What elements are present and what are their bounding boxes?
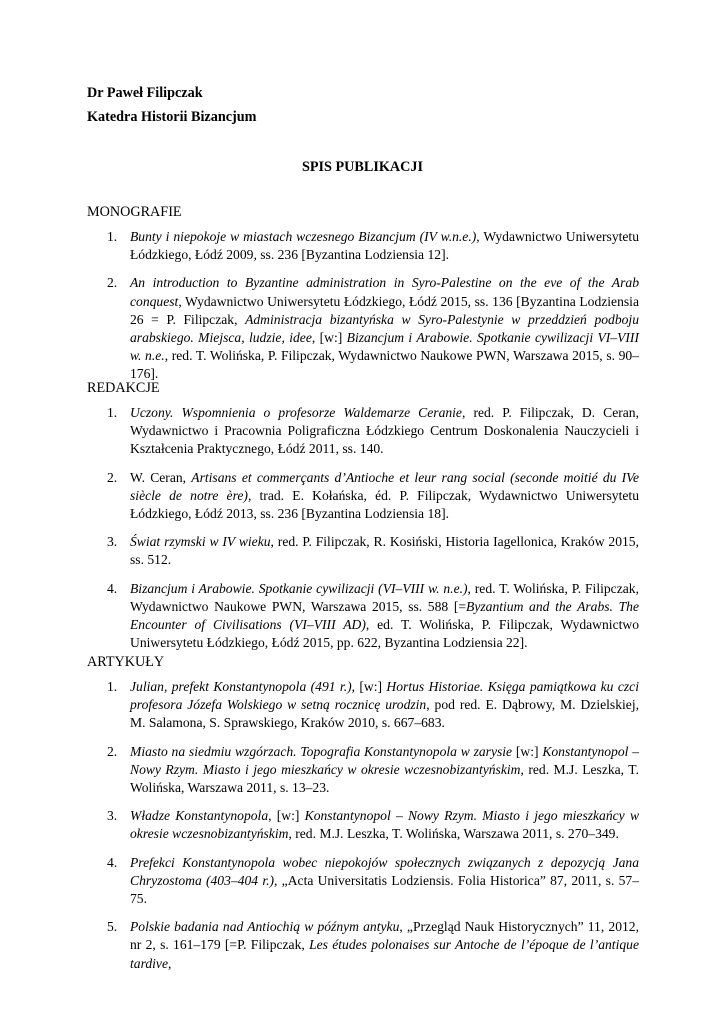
item-citation: Prefekci Konstantynopola wobec niepokojów społecznych związanych z depozycją Jana Chryzostoma (403–404 r.), „Acta Universitatis Lodziensis. Folia Historica” 87, 2011, s. 57–75. [130,854,639,907]
list-item [87,743,639,798]
item-citation: Julian, prefekt Konstantynopola (491 r.), [w:] Hortus Historiae. Księga pamiątkowa ku czci profesora Józefa Wolskiego w setną rocznicę urodzin, pod red. E. Dąbrowy, M. Dzielskiej, M. Salamona, S. Sprawskiego, Kraków 2010, s. 667–683. [130,679,639,731]
list-redakcje [87,404,639,662]
item-citation: Władze Konstantynopola, [w:] Konstantynopol – Nowy Rzym. Miasto i jego mieszkańcy w okresie wczesnobizantyńskim, red. M.J. Leszka, T. Wolińska, Warszawa 2011, s. 270–349. [130,808,640,842]
item-number: 4. [107,854,118,870]
list-item [87,918,639,973]
item-citation: Polskie badania nad Antiochią w późnym antyku, „Przegląd Nauk Historycznych” 11, 2012, nr 2, s. 161–179 [=P. Filipczak, Les études polonaises sur Antoche de l’époque de l’antique tardive, [130,919,639,971]
item-number: 2. [107,743,118,759]
section-heading-artykuly: ARTYKUŁY [87,654,165,670]
item-number: 1. [107,405,118,420]
list-item [87,533,639,569]
item-number: 4. [107,580,118,596]
list-monografie [87,228,639,394]
item-number: 3. [107,534,118,550]
list-artykuly [87,678,639,983]
list-item [87,678,639,733]
list-item [87,854,639,909]
list-item [87,274,639,383]
item-citation: Uczony. Wspomnienia o profesorze Waldemarze Ceranie, red. P. Filipczak, D. Ceran, Wydawnictwo i Pracownia Poligraficzna Łódzkiego Centrum Doskonalenia Nauczycieli i Kształcenia Praktycznego, Łódź 2011, ss. 140. [130,405,639,457]
author-name: Dr Paweł Filipczak [87,85,203,101]
item-number: 2. [107,469,118,485]
list-item [87,807,639,843]
item-citation: Bizancjum i Arabowie. Spotkanie cywilizacji (VI–VIII w. n.e.), red. T. Wolińska, P. Filipczak, Wydawnictwo Naukowe PWN, Warszawa 2015, ss. 588 [=Byzantium and the Arabs. The Encounter of Civilisations (VI–VIII AD), ed. T. Wolińska, P. Filipczak, Wydawnictwo Uniwersytetu Łódzkiego, Łódź 2015, pp. 622, Byzantina Lodziensia 22]. [130,580,639,651]
item-number: 3. [107,808,118,824]
item-citation: W. Ceran, Artisans et commerçants d’Antioche et leur rang social (seconde moitié du IVe siècle de notre ère), trad. E. Kołańska, éd. P. Filipczak, Wydawnictwo Uniwersytetu Łódzkiego, Łódź 2013, ss. 236 [Byzantina Lodziensia 18]. [130,469,640,522]
department-name: Katedra Historii Bizancjum [87,109,257,125]
list-item [87,228,639,264]
item-number: 1. [107,229,118,244]
item-citation: Bunty i niepokoje w miastach wczesnego Bizancjum (IV w.n.e.), Wydawnictwo Uniwersytetu Łódzkiego, Łódź 2009, ss. 236 [Byzantina Lodziensia 12]. [130,229,639,263]
page-title: SPIS PUBLIKACJI [301,159,424,175]
section-heading-monografie: MONOGRAFIE [87,204,182,220]
item-citation: Świat rzymski w IV wieku, red. P. Filipczak, R. Kosiński, Historia Iagellonica, Kraków 2015, ss. 512. [130,534,639,568]
item-citation: Miasto na siedmiu wzgórzach. Topografia Konstantynopola w zarysie [w:] Konstantynopol – Nowy Rzym. Miasto i jego mieszkańcy w okresie wczesnobizantyńskim, red. M.J. Leszka, T. Wolińska, Warszawa 2011, s. 13–23. [130,743,639,796]
list-item [87,580,639,653]
list-item [87,469,639,524]
item-number: 2. [107,275,118,291]
item-number: 1. [107,679,118,694]
list-item [87,404,639,459]
item-citation: An introduction to Byzantine administration in Syro-Palestine on the eve of the Arab conquest, Wydawnictwo Uniwersytetu Łódzkiego, Łódź 2015, ss. 136 [Byzantina Lodziensia 26 = P. Filipczak, Administracja bizantyńska w Syro-Palestynie w przeddzień podboju arabskiego. Miejsca, ludzie, idee, [w:] Bizancjum i Arabowie. Spotkanie cywilizacji VI–VIII w. n.e., red. T. Wolińska, P. Filipczak, Wydawnictwo Naukowe PWN, Warszawa 2015, s. 90–176]. [130,275,639,382]
item-number: 5. [107,919,118,935]
section-heading-redakcje: REDAKCJE [87,380,160,396]
